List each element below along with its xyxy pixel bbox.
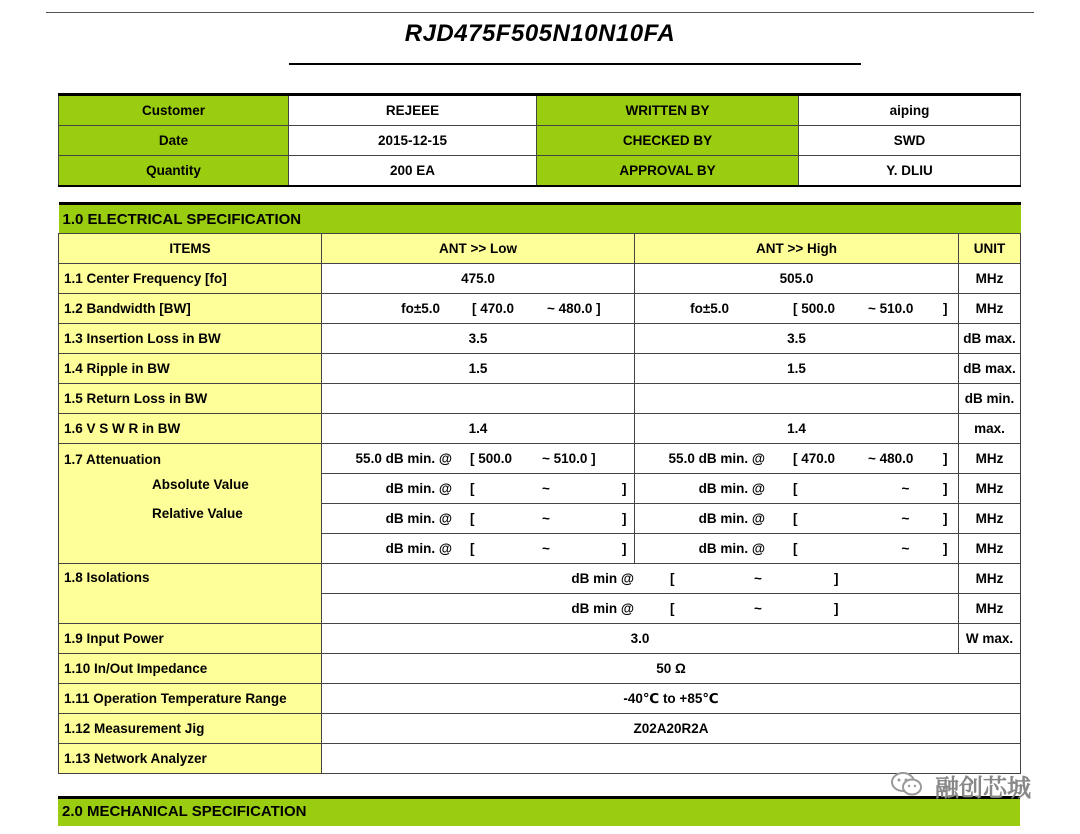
insertion-loss-low: 3.5 [322, 324, 635, 354]
quantity-value: 200 EA [289, 156, 537, 187]
att-high-start: [ [793, 541, 798, 556]
att-high-start: [ [793, 511, 798, 526]
att-high-end: ~ [901, 481, 910, 496]
title-underline [289, 63, 861, 65]
iso-bracket: ] [834, 601, 839, 616]
row-label-bandwidth: 1.2 Bandwidth [BW] [59, 294, 322, 324]
bw-high-end: ~ 510.0 [868, 301, 914, 316]
att-low-level: dB min. @ [385, 511, 452, 526]
att-high-start: [ [793, 481, 798, 496]
bw-high-start: [ 500.0 [793, 301, 836, 316]
attenuation-high [635, 444, 959, 474]
att-low-bracket: ] [622, 511, 627, 526]
iso-end: ~ [754, 601, 762, 616]
iso-bracket: ] [834, 571, 839, 586]
watermark-text: 融创芯城 [935, 774, 1031, 802]
unit-cell: MHz [959, 474, 1021, 504]
att-low-bracket: ] [622, 481, 627, 496]
temperature-value: -40℃ to +85℃ [322, 684, 1021, 714]
att-low-start: [ 500.0 [470, 451, 513, 466]
bandwidth-low [322, 294, 635, 324]
written-by-label: WRITTEN BY [537, 95, 799, 126]
attenuation-high [635, 474, 959, 504]
info-row [59, 95, 1021, 126]
att-low-bracket: ] [622, 541, 627, 556]
measurement-jig-value: Z02A20R2A [322, 714, 1021, 744]
unit-cell: MHz [959, 444, 1021, 474]
input-power-value: 3.0 [322, 624, 959, 654]
attenuation-low [322, 444, 635, 474]
att-high-bracket: ] [943, 541, 948, 556]
att-low-end: ~ 510.0 ] [542, 451, 596, 466]
approval-by-value: Y. DLIU [799, 156, 1021, 187]
unit-cell: dB min. [959, 384, 1021, 414]
row-label-return-loss: 1.5 Return Loss in BW [59, 384, 322, 414]
iso-level: dB min @ [571, 601, 634, 616]
network-analyzer-value [322, 744, 1021, 774]
ripple-low: 1.5 [322, 354, 635, 384]
attenuation-high [635, 534, 959, 564]
date-value: 2015-12-15 [289, 125, 537, 156]
top-rule [46, 12, 1034, 13]
unit-cell: MHz [959, 264, 1021, 294]
row-label-isolations: 1.8 Isolations [59, 564, 322, 624]
header-items: ITEMS [59, 234, 322, 264]
att-low-level: dB min. @ [385, 481, 452, 496]
att-high-bracket: ] [943, 511, 948, 526]
info-row [59, 125, 1021, 156]
unit-cell: MHz [959, 534, 1021, 564]
row-label-insertion-loss: 1.3 Insertion Loss in BW [59, 324, 322, 354]
att-high-end: ~ [901, 541, 910, 556]
written-by-value: aiping [799, 95, 1021, 126]
vswr-high: 1.4 [635, 414, 959, 444]
attenuation-low [322, 534, 635, 564]
center-frequency-low: 475.0 [322, 264, 635, 294]
iso-end: ~ [754, 571, 762, 586]
bw-high-bracket: ] [943, 301, 948, 316]
attenuation-label: 1.7 Attenuation [64, 452, 162, 467]
return-loss-low [322, 384, 635, 414]
att-high-end: ~ 480.0 [868, 451, 914, 466]
att-high-end: ~ [901, 511, 910, 526]
wechat-icon [890, 771, 924, 797]
unit-cell: MHz [959, 504, 1021, 534]
vswr-low: 1.4 [322, 414, 635, 444]
document-title: RJD475F505N10N10FA [404, 20, 676, 47]
row-label-vswr: 1.6 V S W R in BW [59, 414, 322, 444]
insertion-loss-high: 3.5 [635, 324, 959, 354]
att-low-end: ~ [542, 541, 550, 556]
bw-low-start: [ 470.0 [472, 301, 515, 316]
unit-cell: MHz [959, 294, 1021, 324]
att-low-start: [ [470, 481, 475, 496]
center-frequency-high: 505.0 [635, 264, 959, 294]
unit-cell: MHz [959, 564, 1021, 594]
bandwidth-high [635, 294, 959, 324]
row-label-network-analyzer: 1.13 Network Analyzer [59, 744, 322, 774]
att-high-bracket: ] [943, 451, 948, 466]
att-low-start: [ [470, 541, 475, 556]
att-high-start: [ 470.0 [793, 451, 836, 466]
iso-start: [ [670, 601, 675, 616]
approval-by-label: APPROVAL BY [537, 156, 799, 187]
row-label-attenuation [59, 444, 322, 564]
checked-by-label: CHECKED BY [537, 125, 799, 156]
att-low-end: ~ [542, 511, 550, 526]
customer-value: REJEEE [289, 95, 537, 126]
attenuation-low [322, 474, 635, 504]
date-label: Date [59, 125, 289, 156]
header-ant-high: ANT >> High [635, 234, 959, 264]
att-low-start: [ [470, 511, 475, 526]
row-label-ripple: 1.4 Ripple in BW [59, 354, 322, 384]
section-heading-mechanical: 2.0 MECHANICAL SPECIFICATION [58, 796, 1020, 826]
header-ant-low: ANT >> Low [322, 234, 635, 264]
att-low-end: ~ [542, 481, 550, 496]
bw-high-fo: fo±5.0 [690, 301, 729, 316]
unit-cell: max. [959, 414, 1021, 444]
att-high-level: dB min. @ [698, 541, 765, 556]
row-label-center-frequency: 1.1 Center Frequency [fo] [59, 264, 322, 294]
bw-low-fo: fo±5.0 [401, 301, 440, 316]
row-label-measurement-jig: 1.12 Measurement Jig [59, 714, 322, 744]
unit-cell: dB max. [959, 324, 1021, 354]
iso-level: dB min @ [571, 571, 634, 586]
info-row [59, 156, 1021, 187]
isolation-value [322, 594, 959, 624]
attenuation-low [322, 504, 635, 534]
quantity-label: Quantity [59, 156, 289, 187]
row-label-temperature: 1.11 Operation Temperature Range [59, 684, 322, 714]
isolation-value [322, 564, 959, 594]
att-high-level: dB min. @ [698, 511, 765, 526]
att-high-bracket: ] [943, 481, 948, 496]
iso-start: [ [670, 571, 675, 586]
row-label-input-power: 1.9 Input Power [59, 624, 322, 654]
customer-label: Customer [59, 95, 289, 126]
relative-value-label: Relative Value [152, 506, 243, 521]
attenuation-high [635, 504, 959, 534]
electrical-spec-table [58, 202, 1021, 774]
info-table [58, 93, 1021, 187]
att-high-level: dB min. @ [698, 481, 765, 496]
header-unit: UNIT [959, 234, 1021, 264]
row-label-impedance: 1.10 In/Out Impedance [59, 654, 322, 684]
att-low-level: 55.0 dB min. @ [355, 451, 452, 466]
absolute-value-label: Absolute Value [152, 477, 249, 492]
unit-cell: W max. [959, 624, 1021, 654]
checked-by-value: SWD [799, 125, 1021, 156]
return-loss-high [635, 384, 959, 414]
impedance-value: 50 Ω [322, 654, 1021, 684]
unit-cell: MHz [959, 594, 1021, 624]
section-heading-electrical: 1.0 ELECTRICAL SPECIFICATION [59, 204, 1021, 234]
ripple-high: 1.5 [635, 354, 959, 384]
unit-cell: dB max. [959, 354, 1021, 384]
att-low-level: dB min. @ [385, 541, 452, 556]
bw-low-end: ~ 480.0 ] [547, 301, 601, 316]
att-high-level: 55.0 dB min. @ [668, 451, 765, 466]
